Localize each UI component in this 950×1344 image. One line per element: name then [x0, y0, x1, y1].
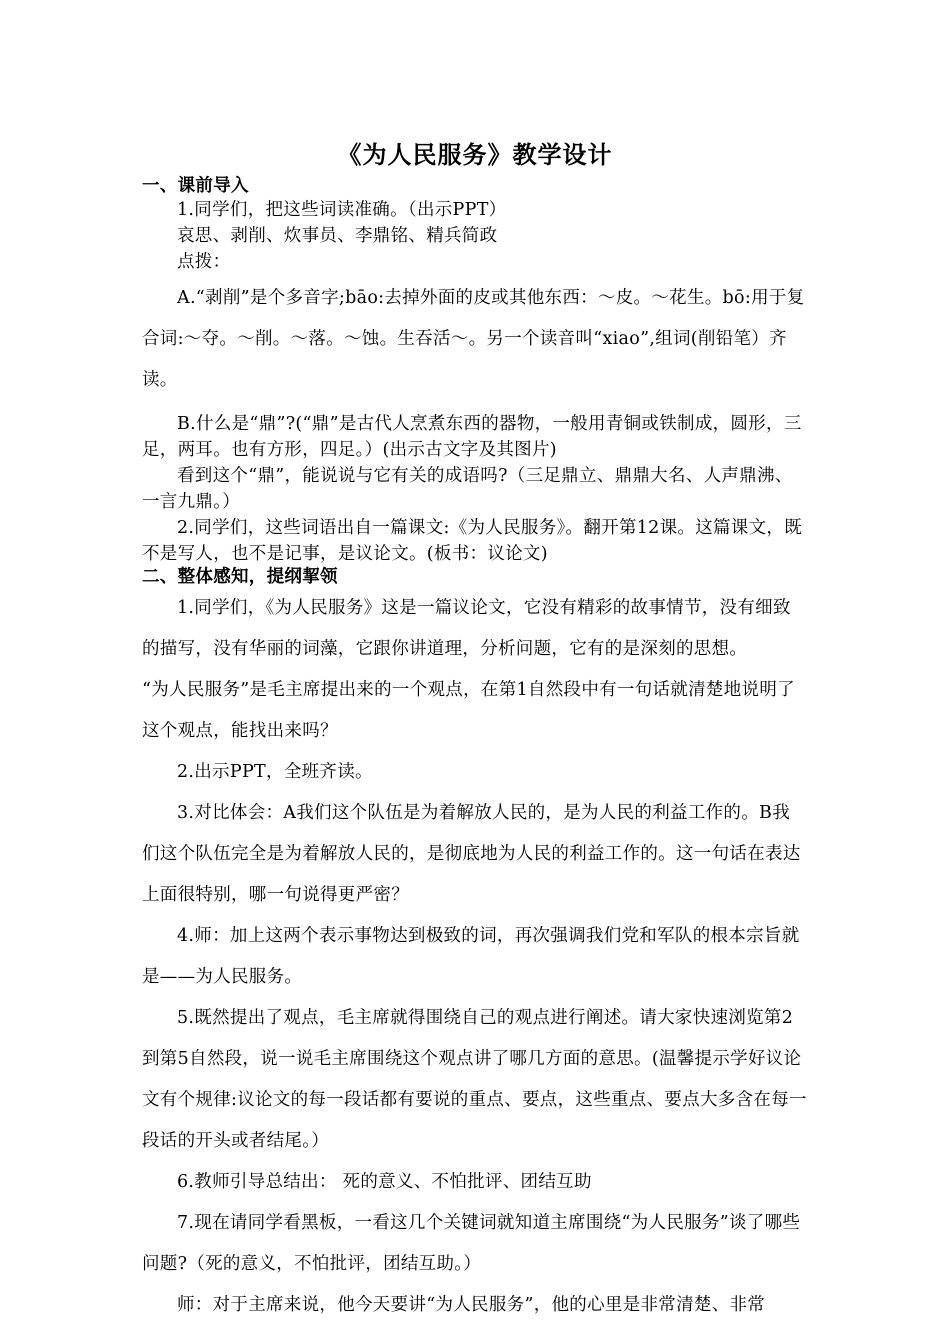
paragraph: 7.现在请同学看黑板，一看这几个关键词就知道主席围绕“为人民服务”谈了哪些问题?（死的意义，不怕批评，团结互助。） — [142, 1213, 801, 1274]
paragraph: 2.同学们，这些词语出自一篇课文:《为人民服务》。翻开第12课。这篇课文，既不是写人，也不是记事，是议论文。(板书：议论文) — [142, 518, 803, 564]
paragraph: 5.既然提出了观点，毛主席就得围绕自己的观点进行阐述。请大家快速浏览第2到第5自然段，说一说毛主席围绕这个观点讲了哪几方面的意思。(温馨提示学好议论文有个规律:议论文的每一段话都有要说的重点、要点，这些重点、要点大多含在每一段话的开头或者结尾。） — [142, 1008, 807, 1151]
paragraph: 看到这个“鼎”，能说说与它有关的成语吗?（三足鼎立、鼎鼎大名、人声鼎沸、一言九鼎。） — [142, 466, 793, 512]
paragraph: 4.师：加上这两个表示事物达到极致的词，再次强调我们党和军队的根本宗旨就是——为人民服务。 — [142, 926, 800, 987]
paragraph: “为人民服务”是毛主席提出来的一个观点，在第1自然段中有一句话就清楚地说明了这个观点，能找出来吗？ — [142, 680, 795, 741]
paragraph: 1.同学们，《为人民服务》这是一篇议论文，它没有精彩的故事情节，没有细致的描写，没有华丽的词藻，它跟你讲道理，分析问题，它有的是深刻的思想。 — [142, 598, 791, 659]
paragraph: 师：对于主席来说，他今天要讲“为人民服务”，他的心里是非常清楚、非常 — [177, 1295, 766, 1315]
section-heading-2: 二、整体感知，提纲挈领 — [142, 567, 338, 587]
paragraph: A.“剥削”是个多音字;bāo:去掉外面的皮或其他东西：～皮。～花生。bō:用于复合词:～夺。～削。～落。～蚀。生吞活～。另一个读音叫“xiao”,组词(削铅笔）齐读。 — [142, 288, 805, 390]
paragraph: 6.教师引导总结出： 死的意义、不怕批评、团结互助 — [177, 1172, 592, 1192]
section-heading-1: 一、课前导入 — [142, 176, 249, 196]
paragraph: 点拨： — [177, 252, 231, 272]
paragraph: B.什么是“鼎”?(“鼎”是古代人烹煮东西的器物，一般用青铜或铁制成，圆形，三足，两耳。也有方形，四足。）(出示古文字及其图片) — [142, 414, 802, 460]
paragraph: 3.对比体会：A我们这个队伍是为着解放人民的，是为人民的利益工作的。B我们这个队伍完全是为着解放人民的，是彻底地为人民的利益工作的。这一句话在表达上面很特别，哪一句说得更严密？ — [142, 803, 801, 905]
document-body — [142, 176, 807, 1326]
paragraph: 1.同学们，把这些词读准确。（出示PPT） — [177, 200, 507, 220]
paragraph: 2.出示PPT，全班齐读。 — [177, 762, 373, 782]
document-title: 《为人民服务》教学设计 — [337, 141, 613, 169]
paragraph: 哀思、剥削、炊事员、李鼎铭、精兵简政 — [177, 226, 498, 246]
